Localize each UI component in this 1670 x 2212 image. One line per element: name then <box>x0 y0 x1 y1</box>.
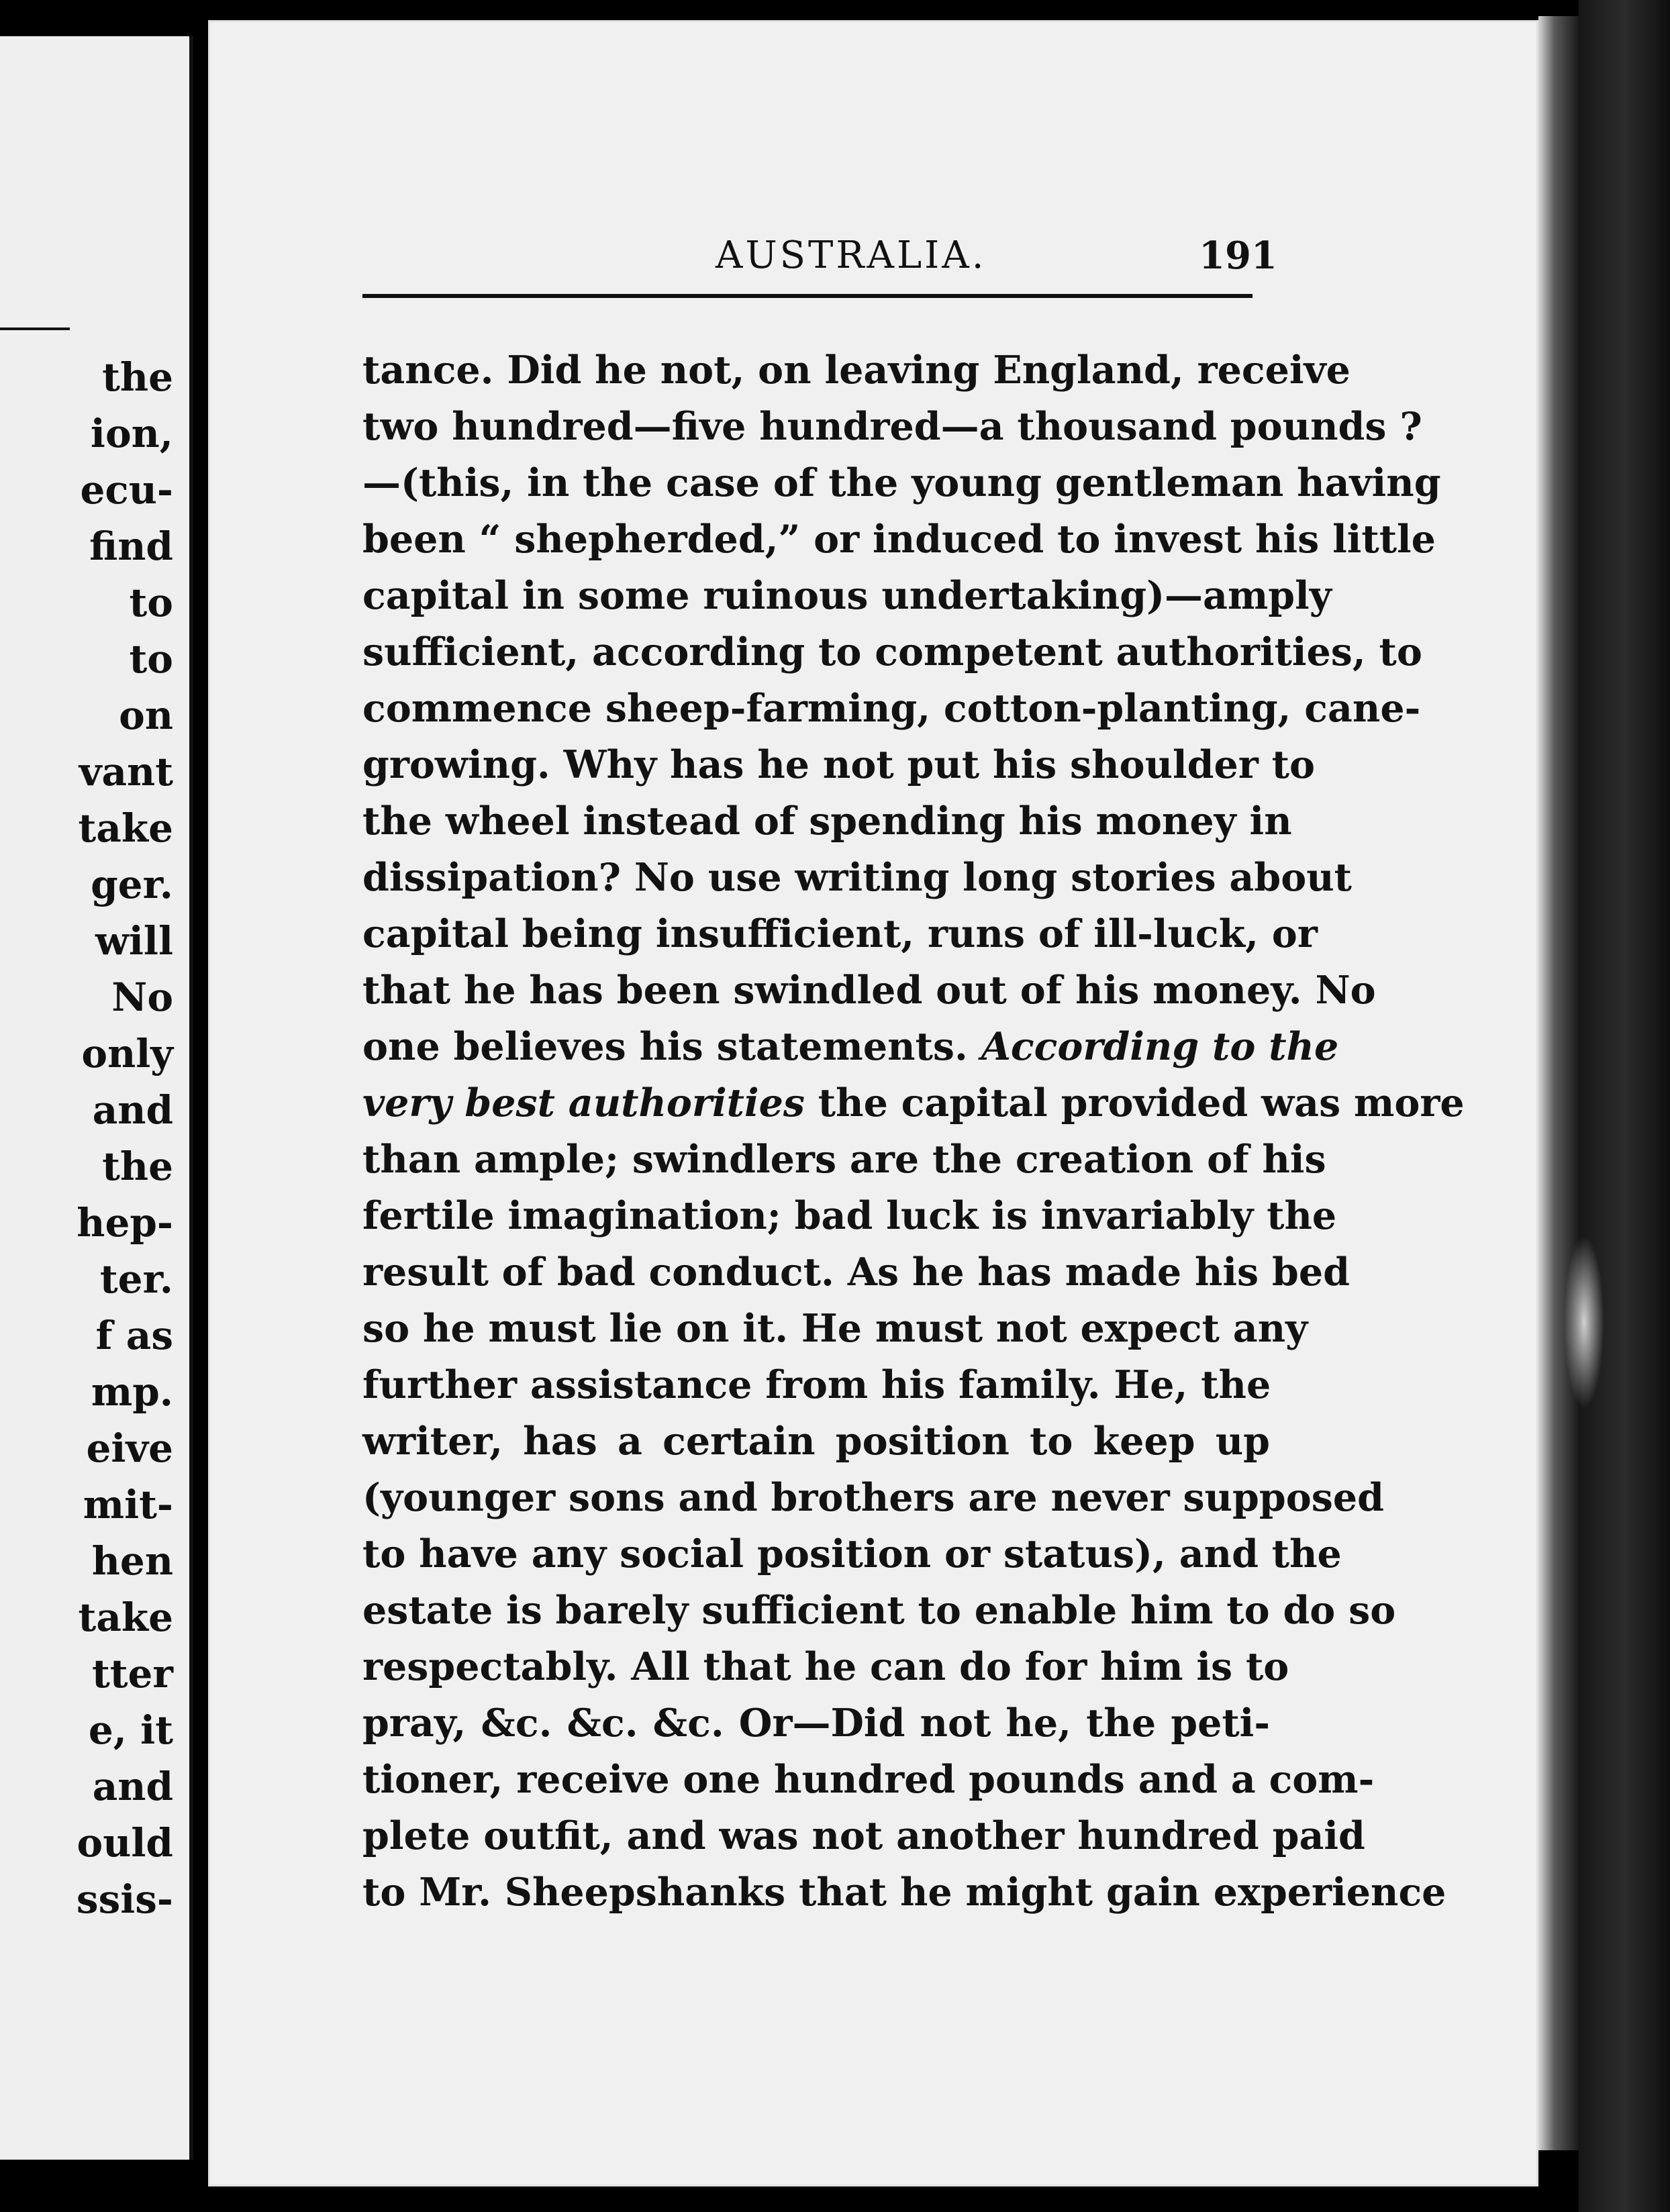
text-line: (younger sons and brothers are never supposed <box>362 1475 1384 1520</box>
previous-page-line: hep- <box>77 1200 173 1246</box>
text-line: plete outfit, and was not another hundred paid <box>362 1813 1365 1858</box>
previous-page-line: eive <box>86 1425 173 1471</box>
text-line-mixed <box>362 1019 1339 1075</box>
italic-text: very best authorities <box>362 1080 805 1125</box>
running-head <box>208 234 1538 287</box>
previous-page-line: the <box>102 1144 173 1189</box>
text-line: to have any social position or status), and the <box>362 1531 1342 1576</box>
previous-page-fragment <box>0 36 193 2160</box>
previous-page-line: ion, <box>90 411 173 456</box>
header-rule <box>362 294 1252 298</box>
previous-page-line: the <box>102 354 173 400</box>
text-line: tance. Did he not, on leaving England, receive <box>362 348 1350 393</box>
previous-page-line: ecu- <box>80 467 173 513</box>
previous-page-line: ssis- <box>76 1876 173 1922</box>
text-line: sufficient, according to competent authorities, to <box>362 630 1422 674</box>
previous-page-line: ter. <box>99 1256 173 1302</box>
running-head-title: AUSTRALIA. <box>716 234 987 277</box>
text-line: the wheel instead of spending his money in <box>362 799 1292 844</box>
previous-page-line: vant <box>79 749 173 795</box>
text-line: that he has been swindled out of his money. No <box>362 968 1376 1013</box>
previous-page-line: only <box>81 1031 173 1076</box>
text-line: to Mr. Sheepshanks that he might gain experience <box>362 1870 1446 1915</box>
previous-page-line: f as <box>95 1313 173 1358</box>
previous-page-line: take <box>78 1595 173 1640</box>
previous-page-header-rule <box>0 328 70 330</box>
text-line: dissipation? No use writing long stories about <box>362 855 1353 900</box>
text-line: growing. Why has he not put his shoulder to <box>362 742 1316 787</box>
previous-page-line: ould <box>77 1820 173 1866</box>
book-spine <box>1579 0 1670 2212</box>
previous-page-line: e, it <box>88 1707 173 1753</box>
previous-page-line: No <box>111 974 173 1020</box>
text-run: the capital provided was more <box>804 1080 1465 1125</box>
previous-page-line: on <box>119 693 173 738</box>
text-line: tioner, receive one hundred pounds and a com- <box>362 1757 1375 1802</box>
text-line: fertile imagination; bad luck is invariably the <box>362 1193 1337 1238</box>
text-line: capital in some ruinous undertaking)—amply <box>362 573 1332 618</box>
body-text <box>362 342 1465 1921</box>
text-line: pray, &c. &c. &c. Or—Did not he, the peti- <box>362 1701 1270 1746</box>
text-line: respectably. All that he can do for him is to <box>362 1644 1289 1689</box>
previous-page-line: hen <box>91 1538 173 1584</box>
italic-text: According to the <box>981 1024 1339 1069</box>
text-run: one believes his statements. <box>362 1024 968 1069</box>
page <box>208 20 1538 2186</box>
previous-page-line: will <box>95 918 173 964</box>
text-line: estate is barely sufficient to enable him to do so <box>362 1588 1396 1633</box>
previous-page-line: find <box>89 523 173 569</box>
page-edge <box>1538 16 1579 2150</box>
text-line: two hundred—five hundred—a thousand pounds ? <box>362 404 1422 449</box>
previous-page-line: mit- <box>83 1482 173 1527</box>
text-line: been “ shepherded,” or induced to invest his little <box>362 517 1436 562</box>
text-line: so he must lie on it. He must not expect any <box>362 1306 1308 1351</box>
text-line: —(this, in the case of the young gentleman having <box>362 460 1441 505</box>
previous-page-line: mp. <box>91 1369 173 1415</box>
previous-page-line: ger. <box>91 862 173 907</box>
text-line-mixed <box>362 1075 1465 1132</box>
page-smudge <box>1564 1235 1604 1409</box>
text-line: further assistance from his family. He, the <box>362 1362 1271 1407</box>
previous-page-line: tter <box>91 1651 173 1697</box>
text-line: commence sheep-farming, cotton-planting, cane- <box>362 686 1421 731</box>
previous-page-line: to <box>129 580 173 625</box>
text-line: writer, has a certain position to keep up <box>362 1419 1270 1464</box>
page-number: 191 <box>1199 234 1277 278</box>
previous-page-line: to <box>129 636 173 682</box>
text-line: result of bad conduct. As he has made his bed <box>362 1250 1350 1295</box>
text-line: than ample; swindlers are the creation of his <box>362 1137 1326 1182</box>
previous-page-line: take <box>78 805 173 851</box>
previous-page-line: and <box>92 1764 173 1809</box>
text-line: capital being insufficient, runs of ill-luck, or <box>362 911 1318 956</box>
previous-page-line: and <box>92 1087 173 1133</box>
